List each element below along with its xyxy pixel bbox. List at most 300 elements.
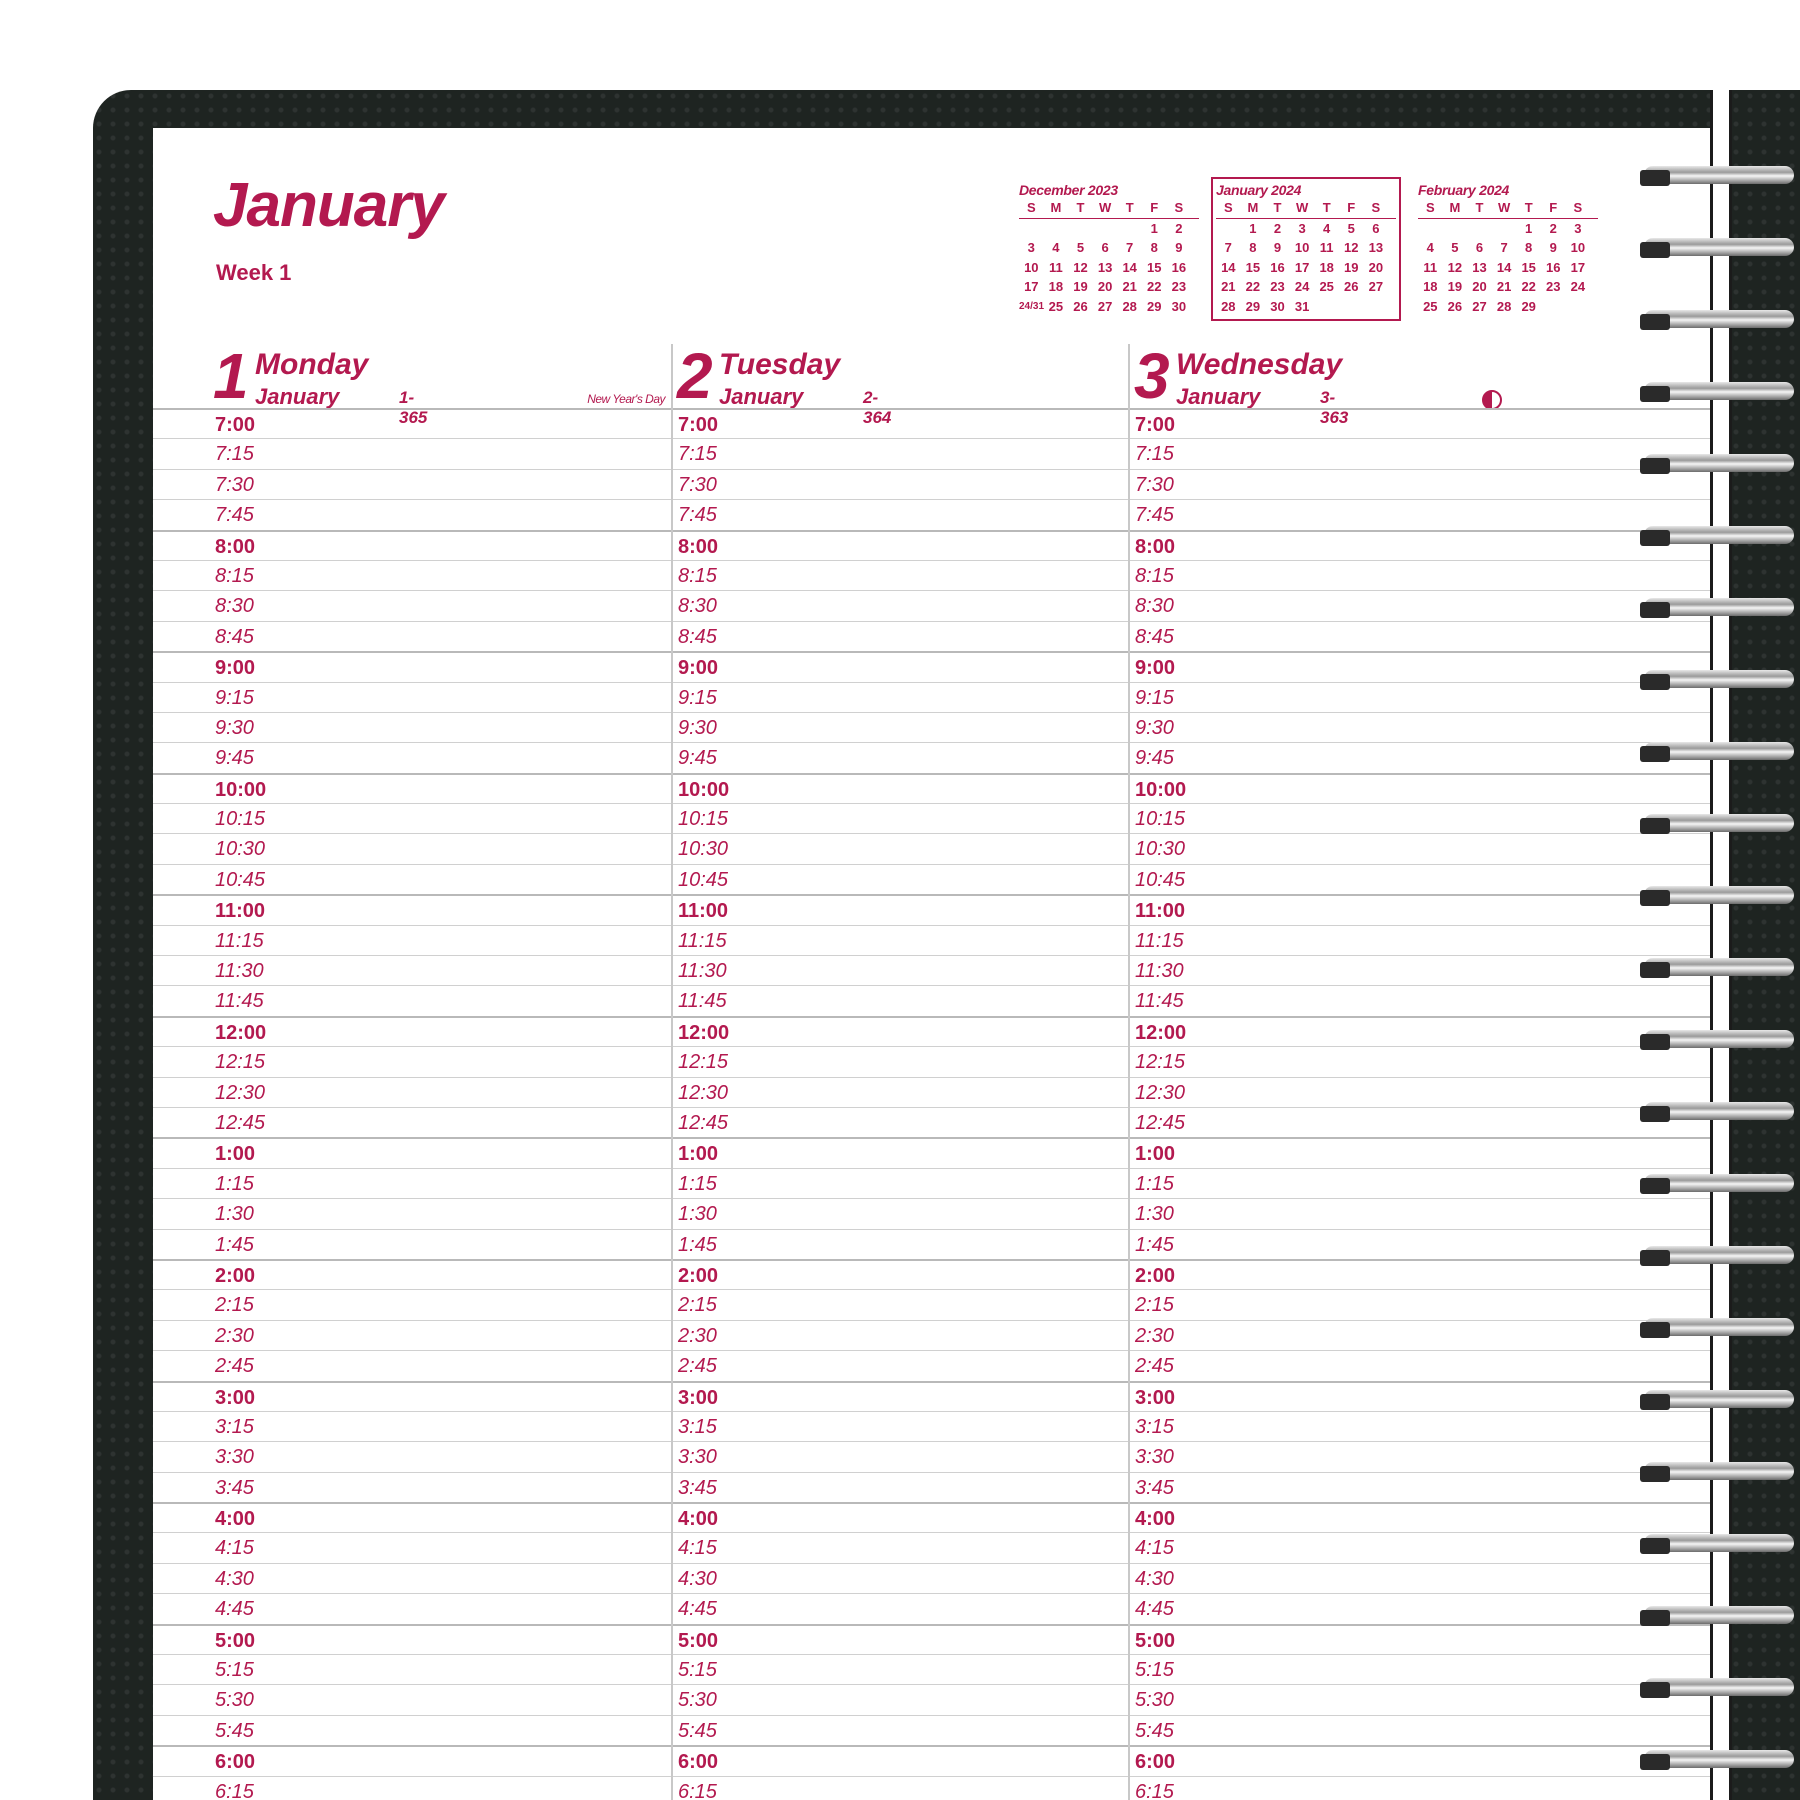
time-slot[interactable]: 8:00 bbox=[153, 530, 671, 560]
spiral-coil bbox=[1640, 1312, 1800, 1346]
day-column-1 bbox=[153, 340, 671, 1800]
calendar-date bbox=[1216, 219, 1241, 239]
time-slot[interactable]: 2:30 bbox=[153, 1320, 671, 1350]
calendar-date: 16 bbox=[1270, 259, 1285, 275]
time-slot[interactable]: 3:45 bbox=[1130, 1472, 1710, 1502]
time-slot[interactable]: 9:30 bbox=[673, 712, 1130, 742]
time-slot[interactable]: 11:45 bbox=[1130, 985, 1710, 1015]
time-slot[interactable]: 4:45 bbox=[673, 1593, 1130, 1623]
time-slot[interactable]: 12:30 bbox=[153, 1077, 671, 1107]
time-slot[interactable]: 8:30 bbox=[1130, 590, 1710, 620]
time-slot[interactable]: 10:30 bbox=[673, 833, 1130, 863]
mini-calendar-row bbox=[1418, 277, 1598, 297]
mini-calendar-previous bbox=[1019, 182, 1199, 316]
calendar-date: 20 bbox=[1472, 279, 1487, 294]
time-slot[interactable]: 7:30 bbox=[673, 469, 1130, 499]
time-slot[interactable]: 8:45 bbox=[153, 621, 671, 651]
time-slot[interactable]: 9:15 bbox=[1130, 682, 1710, 712]
calendar-date bbox=[1364, 297, 1389, 317]
time-slot[interactable]: 10:30 bbox=[153, 833, 671, 863]
spiral-coil bbox=[1640, 1096, 1800, 1130]
calendar-date: 21 bbox=[1496, 279, 1512, 294]
time-slot[interactable]: 2:15 bbox=[673, 1289, 1130, 1319]
calendar-date: 13 bbox=[1472, 259, 1487, 275]
time-slot[interactable]: 2:15 bbox=[153, 1289, 671, 1319]
time-slot[interactable]: 12:45 bbox=[1130, 1107, 1710, 1137]
spiral-coil bbox=[1640, 664, 1800, 698]
time-slot[interactable]: 12:30 bbox=[1130, 1077, 1710, 1107]
time-slot[interactable]: 4:45 bbox=[153, 1593, 671, 1623]
time-slot[interactable]: 1:45 bbox=[673, 1229, 1130, 1259]
day-count: 1-365 bbox=[399, 388, 428, 427]
weekday-label: M bbox=[1050, 200, 1062, 215]
time-slot[interactable]: 3:30 bbox=[673, 1441, 1130, 1471]
calendar-date: 16 bbox=[1171, 259, 1187, 275]
weekday-label: F bbox=[1150, 200, 1159, 215]
calendar-date: 24 bbox=[1570, 279, 1586, 294]
mini-calendar-next bbox=[1418, 182, 1598, 316]
time-slot[interactable]: 4:15 bbox=[673, 1532, 1130, 1562]
spiral-binding bbox=[1640, 160, 1800, 1800]
time-slot[interactable]: 3:45 bbox=[673, 1472, 1130, 1502]
first-quarter-moon-icon bbox=[1482, 390, 1502, 410]
time-slot[interactable]: 5:30 bbox=[673, 1684, 1130, 1714]
time-slot[interactable]: 8:30 bbox=[153, 590, 671, 620]
weekday-label: M bbox=[1449, 200, 1461, 215]
mini-calendar-current bbox=[1216, 182, 1396, 316]
day-month: January bbox=[1176, 384, 1261, 409]
mini-calendar-row bbox=[1019, 277, 1199, 297]
calendar-date: 9 bbox=[1549, 240, 1557, 255]
calendar-date: 18 bbox=[1319, 259, 1334, 275]
time-slot[interactable]: 2:30 bbox=[1130, 1320, 1710, 1350]
time-slot[interactable]: 5:00 bbox=[673, 1624, 1130, 1654]
calendar-date: 8 bbox=[1150, 240, 1158, 255]
time-slot[interactable]: 3:00 bbox=[673, 1381, 1130, 1411]
weekday-label: T bbox=[1524, 200, 1533, 215]
time-slot[interactable]: 2:15 bbox=[1130, 1289, 1710, 1319]
calendar-date: 7 bbox=[1224, 240, 1232, 255]
calendar-date: 11 bbox=[1423, 259, 1438, 275]
weekday-label: S bbox=[1223, 200, 1233, 215]
time-slot[interactable]: 3:45 bbox=[153, 1472, 671, 1502]
mini-calendar-row bbox=[1216, 219, 1396, 239]
time-slot[interactable]: 10:15 bbox=[153, 803, 671, 833]
time-slot[interactable]: 10:45 bbox=[153, 864, 671, 894]
time-slot[interactable]: 2:30 bbox=[673, 1320, 1130, 1350]
time-slot[interactable]: 1:30 bbox=[153, 1198, 671, 1228]
time-slot[interactable]: 1:15 bbox=[153, 1168, 671, 1198]
calendar-date bbox=[1093, 219, 1118, 239]
calendar-date: 6 bbox=[1372, 220, 1380, 236]
mini-calendar-row bbox=[1216, 277, 1396, 297]
time-slot[interactable]: 2:00 bbox=[153, 1259, 671, 1289]
time-slot[interactable]: 4:15 bbox=[1130, 1532, 1710, 1562]
weekday-label: T bbox=[1076, 200, 1085, 215]
calendar-date: 15 bbox=[1147, 259, 1162, 275]
mini-calendar-row bbox=[1418, 258, 1598, 278]
time-slot[interactable]: 10:00 bbox=[153, 773, 671, 803]
time-slot[interactable]: 6:00 bbox=[153, 1745, 671, 1775]
time-slot[interactable]: 12:00 bbox=[673, 1016, 1130, 1046]
calendar-date: 2 bbox=[1175, 220, 1183, 236]
calendar-date: 30 bbox=[1171, 298, 1187, 314]
calendar-date bbox=[1566, 297, 1591, 317]
calendar-date: 11 bbox=[1319, 240, 1334, 255]
time-slots bbox=[1130, 408, 1710, 1800]
time-slot[interactable]: 8:45 bbox=[1130, 621, 1710, 651]
weekday-label: S bbox=[1573, 200, 1583, 215]
time-slot[interactable]: 11:15 bbox=[1130, 925, 1710, 955]
spiral-coil bbox=[1640, 1744, 1800, 1778]
time-slot[interactable]: 7:15 bbox=[673, 438, 1130, 468]
time-slot[interactable]: 5:00 bbox=[1130, 1624, 1710, 1654]
time-slot[interactable]: 2:00 bbox=[1130, 1259, 1710, 1289]
spiral-coil bbox=[1640, 1240, 1800, 1274]
planner-page bbox=[153, 128, 1710, 1800]
weekday-label: S bbox=[1371, 200, 1381, 215]
calendar-date: 26 bbox=[1447, 298, 1463, 314]
calendar-date: 25 bbox=[1423, 298, 1438, 314]
time-slot[interactable]: 7:00 bbox=[153, 408, 671, 438]
calendar-date: 19 bbox=[1344, 259, 1359, 275]
calendar-date bbox=[1541, 297, 1566, 317]
mini-calendar-row bbox=[1019, 297, 1199, 317]
calendar-date: 9 bbox=[1175, 240, 1183, 255]
calendar-date: 5 bbox=[1451, 240, 1459, 255]
day-number: 2 bbox=[677, 340, 713, 412]
calendar-date bbox=[1492, 219, 1517, 239]
time-slot[interactable]: 7:15 bbox=[1130, 438, 1710, 468]
weekday-label: S bbox=[1425, 200, 1435, 215]
weekday-label: S bbox=[1174, 200, 1184, 215]
calendar-date: 23 bbox=[1270, 279, 1285, 294]
time-slot[interactable]: 6:15 bbox=[673, 1776, 1130, 1800]
time-slot[interactable]: 5:30 bbox=[153, 1684, 671, 1714]
calendar-date: 13 bbox=[1097, 259, 1113, 275]
calendar-date: 1 bbox=[1525, 220, 1533, 236]
calendar-date bbox=[1443, 219, 1468, 239]
time-slot[interactable]: 3:00 bbox=[153, 1381, 671, 1411]
calendar-date: 19 bbox=[1073, 279, 1088, 294]
time-slot[interactable]: 9:00 bbox=[1130, 651, 1710, 681]
time-slot[interactable]: 8:00 bbox=[673, 530, 1130, 560]
time-slot[interactable]: 12:00 bbox=[153, 1016, 671, 1046]
time-slot[interactable]: 5:30 bbox=[1130, 1684, 1710, 1714]
calendar-date: 21 bbox=[1221, 279, 1236, 294]
time-slot[interactable]: 9:45 bbox=[153, 742, 671, 772]
time-slot[interactable]: 3:15 bbox=[673, 1411, 1130, 1441]
time-slot[interactable]: 4:30 bbox=[1130, 1563, 1710, 1593]
time-slot[interactable]: 6:00 bbox=[673, 1745, 1130, 1775]
time-slot[interactable]: 9:15 bbox=[153, 682, 671, 712]
time-slot[interactable]: 10:45 bbox=[1130, 864, 1710, 894]
calendar-date: 3 bbox=[1027, 240, 1035, 255]
time-slot[interactable]: 5:15 bbox=[153, 1654, 671, 1684]
calendar-date bbox=[1068, 219, 1093, 239]
time-slot[interactable]: 1:45 bbox=[153, 1229, 671, 1259]
calendar-date: 10 bbox=[1570, 240, 1586, 255]
time-slot[interactable]: 9:00 bbox=[153, 651, 671, 681]
time-slot[interactable]: 2:45 bbox=[673, 1350, 1130, 1380]
time-slot[interactable]: 9:45 bbox=[673, 742, 1130, 772]
weekday-label: F bbox=[1549, 200, 1558, 215]
time-slot[interactable]: 11:15 bbox=[153, 925, 671, 955]
day-number: 3 bbox=[1134, 340, 1170, 412]
time-slot[interactable]: 1:00 bbox=[153, 1137, 671, 1167]
time-slot[interactable]: 11:00 bbox=[1130, 894, 1710, 924]
time-slot[interactable]: 8:15 bbox=[153, 560, 671, 590]
time-slot[interactable]: 5:45 bbox=[153, 1715, 671, 1745]
time-slot[interactable]: 6:15 bbox=[1130, 1776, 1710, 1800]
time-slot[interactable]: 5:45 bbox=[673, 1715, 1130, 1745]
mini-calendar-row bbox=[1216, 258, 1396, 278]
calendar-date: 3 bbox=[1574, 220, 1582, 236]
time-slot[interactable]: 11:00 bbox=[673, 894, 1130, 924]
time-slot[interactable]: 3:15 bbox=[153, 1411, 671, 1441]
time-slot[interactable]: 7:00 bbox=[1130, 408, 1710, 438]
calendar-date: 24/31 bbox=[1019, 300, 1045, 312]
calendar-date: 22 bbox=[1245, 279, 1261, 294]
time-slot[interactable]: 2:45 bbox=[1130, 1350, 1710, 1380]
time-slot[interactable]: 3:30 bbox=[1130, 1441, 1710, 1471]
time-slot[interactable]: 2:45 bbox=[153, 1350, 671, 1380]
time-slot[interactable]: 8:45 bbox=[673, 621, 1130, 651]
time-slot[interactable]: 6:00 bbox=[1130, 1745, 1710, 1775]
spiral-coil bbox=[1640, 160, 1800, 194]
calendar-date bbox=[1314, 297, 1339, 317]
time-slot[interactable]: 12:15 bbox=[153, 1046, 671, 1076]
calendar-date: 14 bbox=[1221, 259, 1236, 275]
time-slot[interactable]: 10:00 bbox=[1130, 773, 1710, 803]
spiral-coil bbox=[1640, 1024, 1800, 1058]
weekday-label: T bbox=[1475, 200, 1484, 215]
time-slot[interactable]: 12:15 bbox=[673, 1046, 1130, 1076]
mini-calendar-row bbox=[1418, 297, 1598, 317]
day-number: 1 bbox=[213, 340, 249, 412]
calendar-date: 17 bbox=[1570, 259, 1586, 275]
calendar-date: 29 bbox=[1245, 298, 1261, 314]
time-slot[interactable]: 2:00 bbox=[673, 1259, 1130, 1289]
mini-calendar-row bbox=[1216, 238, 1396, 258]
time-slot[interactable]: 10:15 bbox=[673, 803, 1130, 833]
time-slot[interactable]: 1:00 bbox=[1130, 1137, 1710, 1167]
time-slot[interactable]: 12:45 bbox=[673, 1107, 1130, 1137]
time-slot[interactable]: 4:00 bbox=[673, 1502, 1130, 1532]
calendar-date: 6 bbox=[1475, 240, 1484, 255]
spiral-coil bbox=[1640, 1600, 1800, 1634]
calendar-date: 6 bbox=[1101, 240, 1109, 255]
time-slot[interactable]: 12:00 bbox=[1130, 1016, 1710, 1046]
calendar-date: 28 bbox=[1496, 298, 1512, 314]
calendar-date: 12 bbox=[1344, 240, 1359, 255]
time-slot[interactable]: 9:30 bbox=[153, 712, 671, 742]
weekday-label: W bbox=[1497, 200, 1511, 215]
time-slot[interactable]: 5:15 bbox=[673, 1654, 1130, 1684]
calendar-date: 4 bbox=[1052, 240, 1060, 255]
calendar-date: 14 bbox=[1122, 259, 1137, 275]
day-count: 2-364 bbox=[863, 388, 892, 427]
mini-calendar-row bbox=[1418, 238, 1598, 258]
calendar-date: 12 bbox=[1073, 259, 1088, 275]
time-slot[interactable]: 1:30 bbox=[1130, 1198, 1710, 1228]
time-slot[interactable]: 4:15 bbox=[153, 1532, 671, 1562]
time-slot[interactable]: 4:45 bbox=[1130, 1593, 1710, 1623]
calendar-date: 10 bbox=[1024, 259, 1039, 275]
spiral-coil bbox=[1640, 448, 1800, 482]
calendar-date: 30 bbox=[1270, 298, 1285, 314]
weekday-label: F bbox=[1347, 200, 1356, 215]
calendar-date: 10 bbox=[1294, 240, 1310, 255]
calendar-date bbox=[1467, 219, 1492, 239]
time-slot[interactable]: 7:30 bbox=[1130, 469, 1710, 499]
time-slot[interactable]: 12:15 bbox=[1130, 1046, 1710, 1076]
time-slot[interactable]: 11:45 bbox=[673, 985, 1130, 1015]
calendar-date: 8 bbox=[1249, 240, 1257, 255]
mini-calendar-weekdays bbox=[1216, 198, 1396, 219]
week-label: Week 1 bbox=[216, 260, 292, 285]
holiday-label: New Year's Day bbox=[587, 392, 665, 406]
spiral-coil bbox=[1640, 808, 1800, 842]
time-slot[interactable]: 4:00 bbox=[1130, 1502, 1710, 1532]
time-slot[interactable]: 4:30 bbox=[673, 1563, 1130, 1593]
time-slot[interactable]: 11:30 bbox=[1130, 955, 1710, 985]
time-slot[interactable]: 11:45 bbox=[153, 985, 671, 1015]
calendar-date: 28 bbox=[1221, 298, 1236, 314]
spiral-coil bbox=[1640, 520, 1800, 554]
time-slot[interactable]: 1:30 bbox=[673, 1198, 1130, 1228]
time-slot[interactable]: 6:15 bbox=[153, 1776, 671, 1800]
calendar-date: 24 bbox=[1294, 279, 1310, 294]
calendar-date: 5 bbox=[1076, 240, 1085, 255]
time-slot[interactable]: 5:45 bbox=[1130, 1715, 1710, 1745]
weekday-label: M bbox=[1247, 200, 1259, 215]
calendar-date: 27 bbox=[1097, 298, 1113, 314]
day-name: Tuesday bbox=[719, 348, 841, 381]
time-slot[interactable]: 1:00 bbox=[673, 1137, 1130, 1167]
weekday-label: W bbox=[1295, 200, 1309, 215]
calendar-date: 21 bbox=[1122, 279, 1137, 294]
time-slot[interactable]: 5:00 bbox=[153, 1624, 671, 1654]
weekday-label: T bbox=[1322, 200, 1331, 215]
mini-calendar-title: January 2024 bbox=[1216, 182, 1302, 198]
calendar-date: 9 bbox=[1273, 240, 1282, 255]
mini-calendar-weekdays bbox=[1019, 198, 1199, 219]
time-slot[interactable]: 8:15 bbox=[673, 560, 1130, 590]
time-slot[interactable]: 11:15 bbox=[673, 925, 1130, 955]
day-name: Wednesday bbox=[1176, 348, 1343, 381]
time-slot[interactable]: 7:15 bbox=[153, 438, 671, 468]
calendar-date: 4 bbox=[1323, 220, 1331, 236]
time-slot[interactable]: 12:30 bbox=[673, 1077, 1130, 1107]
time-slot[interactable]: 3:00 bbox=[1130, 1381, 1710, 1411]
time-slot[interactable]: 10:00 bbox=[673, 773, 1130, 803]
time-slot[interactable]: 3:15 bbox=[1130, 1411, 1710, 1441]
calendar-date: 14 bbox=[1496, 259, 1512, 275]
calendar-date bbox=[1019, 219, 1044, 239]
spiral-coil bbox=[1640, 736, 1800, 770]
spiral-coil bbox=[1640, 1456, 1800, 1490]
time-slot[interactable]: 11:30 bbox=[153, 955, 671, 985]
mini-calendar-title: December 2023 bbox=[1019, 182, 1118, 198]
time-slot[interactable]: 1:15 bbox=[1130, 1168, 1710, 1198]
calendar-date: 4 bbox=[1426, 240, 1434, 255]
time-slot[interactable]: 7:45 bbox=[153, 499, 671, 529]
day-count: 3-363 bbox=[1320, 388, 1349, 427]
calendar-date bbox=[1339, 297, 1364, 317]
time-slot[interactable]: 9:15 bbox=[673, 682, 1130, 712]
time-slot[interactable]: 9:30 bbox=[1130, 712, 1710, 742]
mini-calendar-row bbox=[1216, 297, 1396, 317]
time-slot[interactable]: 4:30 bbox=[153, 1563, 671, 1593]
weekday-label: S bbox=[1026, 200, 1036, 215]
time-slot[interactable]: 3:30 bbox=[153, 1441, 671, 1471]
time-slot[interactable]: 11:00 bbox=[153, 894, 671, 924]
calendar-date: 2 bbox=[1273, 220, 1282, 236]
time-slot[interactable]: 7:30 bbox=[153, 469, 671, 499]
time-slot[interactable]: 11:30 bbox=[673, 955, 1130, 985]
time-slot[interactable]: 8:30 bbox=[673, 590, 1130, 620]
calendar-date: 12 bbox=[1447, 259, 1463, 275]
time-slot[interactable]: 1:45 bbox=[1130, 1229, 1710, 1259]
time-slot[interactable]: 7:00 bbox=[673, 408, 1130, 438]
spiral-coil bbox=[1640, 376, 1800, 410]
calendar-date: 26 bbox=[1073, 298, 1088, 314]
calendar-date: 25 bbox=[1048, 298, 1064, 314]
time-slot[interactable]: 5:15 bbox=[1130, 1654, 1710, 1684]
time-slot[interactable]: 7:45 bbox=[673, 499, 1130, 529]
time-slot[interactable]: 9:45 bbox=[1130, 742, 1710, 772]
calendar-date: 23 bbox=[1171, 279, 1187, 294]
calendar-date: 11 bbox=[1049, 259, 1063, 275]
time-slot[interactable]: 10:30 bbox=[1130, 833, 1710, 863]
time-slot[interactable]: 9:00 bbox=[673, 651, 1130, 681]
calendar-date bbox=[1044, 219, 1069, 239]
calendar-date: 22 bbox=[1147, 279, 1162, 294]
calendar-date: 1 bbox=[1150, 220, 1158, 236]
calendar-date: 7 bbox=[1500, 240, 1508, 255]
time-slot[interactable]: 7:45 bbox=[1130, 499, 1710, 529]
calendar-date: 13 bbox=[1368, 240, 1384, 255]
day-month: January bbox=[719, 384, 804, 409]
time-slot[interactable]: 8:00 bbox=[1130, 530, 1710, 560]
calendar-date: 16 bbox=[1546, 259, 1561, 275]
mini-calendar-row bbox=[1019, 258, 1199, 278]
spiral-coil bbox=[1640, 232, 1800, 266]
calendar-date: 7 bbox=[1126, 240, 1134, 255]
time-slot[interactable]: 10:15 bbox=[1130, 803, 1710, 833]
spiral-coil bbox=[1640, 880, 1800, 914]
time-slot[interactable]: 4:00 bbox=[153, 1502, 671, 1532]
time-slot[interactable]: 10:45 bbox=[673, 864, 1130, 894]
month-title: January bbox=[213, 171, 444, 240]
day-name: Monday bbox=[255, 348, 369, 381]
spiral-coil bbox=[1640, 304, 1800, 338]
calendar-date: 22 bbox=[1521, 279, 1536, 294]
calendar-date bbox=[1418, 219, 1443, 239]
time-slot[interactable]: 8:15 bbox=[1130, 560, 1710, 590]
time-slot[interactable]: 12:45 bbox=[153, 1107, 671, 1137]
mini-calendar-row bbox=[1019, 238, 1199, 258]
calendar-date: 17 bbox=[1294, 259, 1310, 275]
calendar-date: 31 bbox=[1294, 298, 1310, 314]
time-slot[interactable]: 1:15 bbox=[673, 1168, 1130, 1198]
day-column-2 bbox=[671, 340, 1130, 1800]
calendar-date: 18 bbox=[1048, 279, 1064, 294]
calendar-date: 20 bbox=[1368, 259, 1384, 275]
time-slots bbox=[673, 408, 1130, 1800]
calendar-date: 27 bbox=[1368, 279, 1384, 294]
